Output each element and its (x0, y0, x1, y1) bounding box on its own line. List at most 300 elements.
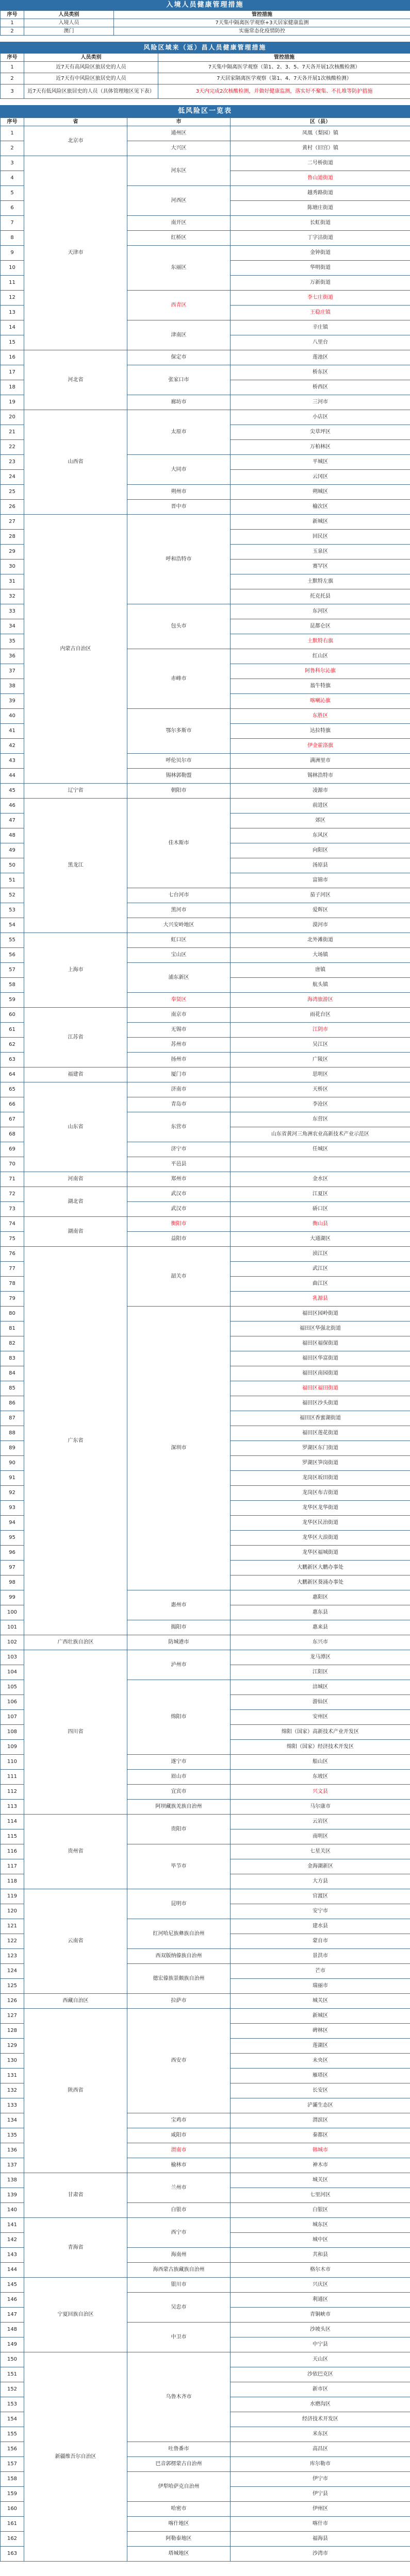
row-number: 70 (1, 1157, 24, 1172)
province-cell: 新疆维吾尔自治区 (24, 2352, 127, 2562)
district-cell: 格尔木市 (231, 2263, 410, 2278)
row-number: 156 (1, 2442, 24, 2457)
district-cell: 伊州区 (231, 2502, 410, 2517)
header-city: 市 (127, 118, 231, 126)
district-cell: 天桥区 (231, 1082, 410, 1097)
row-number: 132 (1, 2083, 24, 2098)
row-number: 37 (1, 664, 24, 679)
table-row (1, 410, 410, 425)
row-number: 4 (1, 171, 24, 186)
district-cell: 长虹街道 (231, 216, 410, 231)
row-number: 44 (1, 769, 24, 784)
table-row (1, 62, 410, 73)
city-cell: 红桥区 (127, 231, 231, 246)
table-row (1, 19, 410, 27)
district-cell: 大方县 (231, 1874, 410, 1889)
row-number: 42 (1, 739, 24, 754)
province-cell: 陕西省 (24, 2009, 127, 2173)
row-number: 151 (1, 2367, 24, 2382)
row-number: 137 (1, 2158, 24, 2173)
row-number: 148 (1, 2323, 24, 2337)
district-cell: 东河区 (231, 604, 410, 619)
district-cell: 瑞丽市 (231, 1979, 410, 1994)
district-cell: 龙华区福城街道 (231, 1546, 410, 1561)
district-cell: 福田区华富街道 (231, 1351, 410, 1366)
district-cell: 金水区 (231, 1172, 410, 1187)
row-number: 103 (1, 1650, 24, 1665)
city-cell: 深圳市 (127, 1307, 231, 1590)
district-cell: 郊区 (231, 814, 410, 828)
row-number: 39 (1, 694, 24, 709)
row-number: 133 (1, 2098, 24, 2113)
district-cell: 思明区 (231, 1067, 410, 1082)
row-number: 98 (1, 1575, 24, 1590)
table-row (1, 784, 410, 799)
district-cell: 八里台 (231, 335, 410, 350)
person-type: 近7天有高风险区旅居史的人员 (24, 62, 158, 73)
city-cell: 宜宾市 (127, 1785, 231, 1800)
district-cell: 雨花台区 (231, 1008, 410, 1023)
row-number: 106 (1, 1695, 24, 1710)
district-cell: 沙湾市 (231, 2547, 410, 2562)
city-cell: 奉贤区 (127, 993, 231, 1008)
city-cell: 衡阳市 (127, 1217, 231, 1232)
row-number: 160 (1, 2502, 24, 2517)
city-cell: 郑州市 (127, 1172, 231, 1187)
table-row (1, 350, 410, 365)
row-number: 10 (1, 261, 24, 276)
district-cell (231, 1157, 410, 1172)
row-number: 86 (1, 1396, 24, 1411)
province-cell: 河南省 (24, 1172, 127, 1187)
city-cell: 厦门市 (127, 1067, 231, 1082)
row-number: 162 (1, 2532, 24, 2547)
district-cell: 大场镇 (231, 948, 410, 963)
district-cell: 达拉特旗 (231, 724, 410, 739)
city-cell: 南开区 (127, 216, 231, 231)
district-cell: 莲湖区 (231, 2039, 410, 2054)
city-cell: 武汉市 (127, 1187, 231, 1202)
district-cell: 北外滩街道 (231, 933, 410, 948)
city-cell: 毕节市 (127, 1844, 231, 1889)
district-cell: 安州区 (231, 1710, 410, 1725)
row-number: 150 (1, 2352, 24, 2367)
district-cell: 翁牛特旗 (231, 679, 410, 694)
district-cell: 桥东区 (231, 365, 410, 380)
city-cell: 大兴安岭地区 (127, 918, 231, 933)
district-cell: 黄村（旧宫）镇 (231, 141, 410, 156)
low-risk-title: 低风险区一览表 (0, 105, 410, 117)
row-number: 122 (1, 1934, 24, 1949)
city-cell: 西双版纳傣族自治州 (127, 1949, 231, 1964)
row-number: 134 (1, 2113, 24, 2128)
row-number: 129 (1, 2039, 24, 2054)
district-cell: 七星关区 (231, 1844, 410, 1859)
district-cell: 伊金霍洛旗 (231, 739, 410, 754)
district-cell: 伊宁市 (231, 2472, 410, 2487)
row-number: 124 (1, 1964, 24, 1979)
row-number: 12 (1, 291, 24, 306)
province-cell: 黑龙江 (24, 799, 127, 933)
table-row (1, 1247, 410, 1262)
province-cell: 湖南省 (24, 1217, 127, 1247)
row-number: 153 (1, 2397, 24, 2412)
district-cell: 衡山县 (231, 1217, 410, 1232)
district-cell: 利通区 (231, 2293, 410, 2308)
district-cell: 漠河市 (231, 918, 410, 933)
row-number: 123 (1, 1949, 24, 1964)
row-number: 31 (1, 574, 24, 589)
district-cell: 官渡区 (231, 1889, 410, 1904)
district-cell: 福田区园岭街道 (231, 1307, 410, 1321)
city-cell: 武汉市 (127, 1202, 231, 1217)
city-cell: 扬州市 (127, 1053, 231, 1067)
row-number: 119 (1, 1889, 24, 1904)
district-cell: 沙依巴克区 (231, 2367, 410, 2382)
inbound-table (0, 10, 410, 36)
row-number: 136 (1, 2143, 24, 2158)
row-number: 18 (1, 380, 24, 395)
province-cell: 湖北省 (24, 1187, 127, 1217)
row-number: 158 (1, 2472, 24, 2487)
row-number: 99 (1, 1590, 24, 1605)
row-number: 163 (1, 2547, 24, 2562)
table-row (1, 1082, 410, 1097)
city-cell: 佳木斯市 (127, 799, 231, 888)
district-cell: 金海湖新区 (231, 1859, 410, 1874)
row-number: 108 (1, 1725, 24, 1740)
row-number: 110 (1, 1755, 24, 1770)
city-cell: 东营市 (127, 1112, 231, 1142)
row-number: 6 (1, 201, 24, 216)
row-number: 62 (1, 1038, 24, 1053)
city-cell: 昆明市 (127, 1889, 231, 1919)
row-number: 8 (1, 231, 24, 246)
row-number: 53 (1, 903, 24, 918)
district-cell: 向阳区 (231, 843, 410, 858)
district-cell: 罗湖区笋岗街道 (231, 1456, 410, 1471)
district-cell: 雁塔区 (231, 2069, 410, 2083)
row-number: 71 (1, 1172, 24, 1187)
district-cell: 锡林浩特市 (231, 769, 410, 784)
district-cell: 福田区福田街道 (231, 1381, 410, 1396)
city-cell: 西宁市 (127, 2218, 231, 2248)
row-number: 20 (1, 410, 24, 425)
district-cell: 福田区香蜜湖街道 (231, 1411, 410, 1426)
row-number: 116 (1, 1844, 24, 1859)
row-number: 145 (1, 2278, 24, 2293)
row-number: 80 (1, 1307, 24, 1321)
row-number: 66 (1, 1097, 24, 1112)
district-cell: 东胜区 (231, 709, 410, 724)
district-cell: 曲江区 (231, 1277, 410, 1292)
row-number: 68 (1, 1127, 24, 1142)
district-cell: 高昌区 (231, 2442, 410, 2457)
row-number: 79 (1, 1292, 24, 1307)
section-gap (0, 99, 410, 105)
row-number: 33 (1, 604, 24, 619)
row-number: 67 (1, 1112, 24, 1127)
row-number: 105 (1, 1680, 24, 1695)
district-cell: 游仙区 (231, 1695, 410, 1710)
row-number: 32 (1, 589, 24, 604)
row-number: 40 (1, 709, 24, 724)
row-number: 43 (1, 754, 24, 769)
city-cell: 红河哈尼族彝族自治州 (127, 1919, 231, 1949)
row-number: 144 (1, 2263, 24, 2278)
row-number: 69 (1, 1142, 24, 1157)
row-number: 3 (1, 84, 24, 99)
province-cell: 西藏自治区 (24, 1994, 127, 2009)
province-cell: 北京市 (24, 126, 127, 156)
city-cell: 宝山区 (127, 948, 231, 963)
row-number: 95 (1, 1531, 24, 1546)
district-cell: 回民区 (231, 530, 410, 545)
row-number: 142 (1, 2233, 24, 2248)
row-number: 75 (1, 1232, 24, 1247)
table-row (1, 84, 410, 99)
district-cell: 武江区 (231, 1262, 410, 1277)
table-row (1, 1008, 410, 1023)
district-cell: 七里河区 (231, 2188, 410, 2203)
district-cell: 惠阳区 (231, 1590, 410, 1605)
city-cell: 津南区 (127, 320, 231, 350)
row-number: 100 (1, 1605, 24, 1620)
row-number: 17 (1, 365, 24, 380)
row-number: 1 (1, 126, 24, 141)
row-number: 87 (1, 1411, 24, 1426)
district-cell: 惠东县 (231, 1605, 410, 1620)
district-cell: 华明街道 (231, 261, 410, 276)
city-cell: 鄂尔多斯市 (127, 709, 231, 754)
district-cell: 福田区福保街道 (231, 1336, 410, 1351)
district-cell: 小店区 (231, 410, 410, 425)
row-number: 120 (1, 1904, 24, 1919)
city-cell: 塔城地区 (127, 2547, 231, 2562)
city-cell: 大同市 (127, 455, 231, 485)
city-cell: 阿坝藏族羌族自治州 (127, 1800, 231, 1815)
row-number: 78 (1, 1277, 24, 1292)
district-cell: 米东区 (231, 2427, 410, 2442)
province-cell: 山西省 (24, 410, 127, 515)
district-cell: 李沧区 (231, 1097, 410, 1112)
district-cell: 土默特左旗 (231, 574, 410, 589)
province-cell: 山东省 (24, 1082, 127, 1172)
row-number: 2 (1, 73, 24, 84)
city-cell: 河东区 (127, 156, 231, 186)
header-type: 人员类别 (24, 11, 114, 19)
row-number: 1 (1, 19, 24, 27)
district-cell: 中宁县 (231, 2337, 410, 2352)
row-number: 94 (1, 1516, 24, 1531)
district-cell: 景洪市 (231, 1949, 410, 1964)
row-number: 113 (1, 1800, 24, 1815)
row-number: 5 (1, 186, 24, 201)
city-cell: 眉山市 (127, 1770, 231, 1785)
person-type: 澳门 (24, 27, 114, 36)
row-number: 91 (1, 1471, 24, 1486)
province-cell: 云南省 (24, 1889, 127, 1994)
city-cell: 河西区 (127, 186, 231, 216)
row-number: 130 (1, 2054, 24, 2069)
row-number: 23 (1, 455, 24, 470)
row-number: 109 (1, 1740, 24, 1755)
province-cell: 江苏省 (24, 1008, 127, 1067)
table-row (1, 1994, 410, 2009)
district-cell: 海湾旅游区 (231, 993, 410, 1008)
row-number: 9 (1, 246, 24, 261)
row-number: 35 (1, 634, 24, 649)
header-measure: 管控措施 (114, 11, 410, 19)
district-cell: 城东区 (231, 2218, 410, 2233)
row-number: 56 (1, 948, 24, 963)
district-cell: 新城区 (231, 515, 410, 530)
row-number: 45 (1, 784, 24, 799)
table-row (1, 1635, 410, 1650)
city-cell: 绵阳市 (127, 1680, 231, 1755)
city-cell: 黑河市 (127, 903, 231, 918)
table-row (1, 933, 410, 948)
district-cell: 满洲里市 (231, 754, 410, 769)
city-cell: 济宁市 (127, 1142, 231, 1157)
district-cell: 凤凰（梨园）镇 (231, 126, 410, 141)
district-cell: 东坡区 (231, 1770, 410, 1785)
row-number: 21 (1, 425, 24, 440)
row-number: 85 (1, 1381, 24, 1396)
district-cell: 青铜峡市 (231, 2308, 410, 2323)
city-cell: 喀什地区 (127, 2517, 231, 2532)
district-cell: 李七庄街道 (231, 291, 410, 306)
district-cell: 库尔勒市 (231, 2457, 410, 2472)
province-cell: 福建省 (24, 1067, 127, 1082)
row-number: 64 (1, 1067, 24, 1082)
control-measure: 3天内完成2次核酸检测，并做好健康监测，落实好不聚集、不扎堆等防护措施 (158, 84, 410, 99)
district-cell: 绵阳（国家）经济技术开发区 (231, 1740, 410, 1755)
district-cell: 凌源市 (231, 784, 410, 799)
city-cell: 宝鸡市 (127, 2113, 231, 2128)
province-cell: 广西壮族自治区 (24, 1635, 127, 1650)
row-number: 139 (1, 2188, 24, 2203)
district-cell: 唐镇 (231, 963, 410, 978)
city-cell: 西青区 (127, 291, 231, 320)
district-cell: 航头镇 (231, 978, 410, 993)
row-number: 11 (1, 276, 24, 291)
row-number: 97 (1, 1561, 24, 1575)
city-cell: 伊犁哈萨克自治州 (127, 2472, 231, 2502)
row-number: 47 (1, 814, 24, 828)
table-row (1, 799, 410, 814)
row-number: 155 (1, 2427, 24, 2442)
district-cell: 喀喇沁旗 (231, 694, 410, 709)
table-row (1, 2278, 410, 2293)
row-number: 102 (1, 1635, 24, 1650)
district-cell: 城中区 (231, 2233, 410, 2248)
district-cell: 安宁市 (231, 1904, 410, 1919)
city-cell: 防城港市 (127, 1635, 231, 1650)
district-cell: 陈塘庄街道 (231, 201, 410, 216)
district-cell: 大鹏新区大鹏办事处 (231, 1561, 410, 1575)
district-cell: 汤原县 (231, 858, 410, 873)
city-cell: 吴忠市 (127, 2293, 231, 2323)
district-cell: 神木市 (231, 2158, 410, 2173)
province-cell: 广东省 (24, 1247, 127, 1635)
district-cell: 涪城区 (231, 1680, 410, 1695)
city-cell: 济南市 (127, 1082, 231, 1097)
district-cell: 白银区 (231, 2203, 410, 2218)
row-number: 82 (1, 1336, 24, 1351)
row-number: 50 (1, 858, 24, 873)
city-cell: 巴音郭楞蒙古自治州 (127, 2457, 231, 2472)
district-cell: 长安区 (231, 2083, 410, 2098)
city-cell: 海西蒙古族藏族自治州 (127, 2263, 231, 2278)
row-number: 2 (1, 27, 24, 36)
city-cell: 晋中市 (127, 500, 231, 515)
district-cell: 前进区 (231, 799, 410, 814)
row-number: 101 (1, 1620, 24, 1635)
city-cell: 七台河市 (127, 888, 231, 903)
district-cell: 乳源县 (231, 1292, 410, 1307)
district-cell: 城关区 (231, 2173, 410, 2188)
district-cell: 渭滨区 (231, 2113, 410, 2128)
district-cell: 富锦市 (231, 873, 410, 888)
risk-measures-table (0, 53, 410, 99)
district-cell: 龙华区大浪街道 (231, 1531, 410, 1546)
district-cell: 托克托县 (231, 589, 410, 604)
row-number: 76 (1, 1247, 24, 1262)
city-cell: 白银市 (127, 2203, 231, 2218)
district-cell: 经济技术开发区 (231, 2412, 410, 2427)
row-number: 149 (1, 2337, 24, 2352)
district-cell: 江阴市 (231, 1023, 410, 1038)
district-cell: 蒙自市 (231, 1934, 410, 1949)
row-number: 104 (1, 1665, 24, 1680)
city-cell: 遂宁市 (127, 1755, 231, 1770)
city-cell: 朝阳市 (127, 784, 231, 799)
district-cell: 云冈区 (231, 470, 410, 485)
city-cell: 无锡市 (127, 1023, 231, 1038)
district-cell: 龙华区民治街道 (231, 1516, 410, 1531)
district-cell: 韩城市 (231, 2143, 410, 2158)
person-type: 近7天有低风险区旅居史的人员（具体管理地区见下表） (24, 84, 158, 99)
city-cell: 咸阳市 (127, 2128, 231, 2143)
city-cell: 吐鲁番市 (127, 2442, 231, 2457)
row-number: 58 (1, 978, 24, 993)
district-cell: 水磨沟区 (231, 2397, 410, 2412)
province-cell: 上海市 (24, 933, 127, 1008)
row-number: 126 (1, 1994, 24, 2009)
district-cell: 沙坡头区 (231, 2323, 410, 2337)
header-province: 省 (24, 118, 127, 126)
city-cell: 阿勒泰地区 (127, 2532, 231, 2547)
district-cell: 任城区 (231, 1142, 410, 1157)
district-cell: 越秀路街道 (231, 186, 410, 201)
district-cell: 龙岗区坂田街道 (231, 1471, 410, 1486)
row-number: 138 (1, 2173, 24, 2188)
city-cell: 南京市 (127, 1008, 231, 1023)
district-cell: 龙华区龙华街道 (231, 1501, 410, 1516)
header-no: 序号 (1, 118, 24, 126)
header-measure: 管控措施 (158, 54, 410, 62)
district-cell: 兴文县 (231, 1785, 410, 1800)
city-cell: 中卫市 (127, 2323, 231, 2352)
district-cell: 桥西区 (231, 380, 410, 395)
district-cell: 浈江区 (231, 1247, 410, 1262)
person-type: 近7天有中风险区旅居史的人员 (24, 73, 158, 84)
province-cell: 甘肃省 (24, 2173, 127, 2218)
row-number: 128 (1, 2024, 24, 2039)
row-number: 146 (1, 2293, 24, 2308)
district-cell: 山东省黄河三角洲农业高新技术产业示范区 (231, 1127, 410, 1142)
